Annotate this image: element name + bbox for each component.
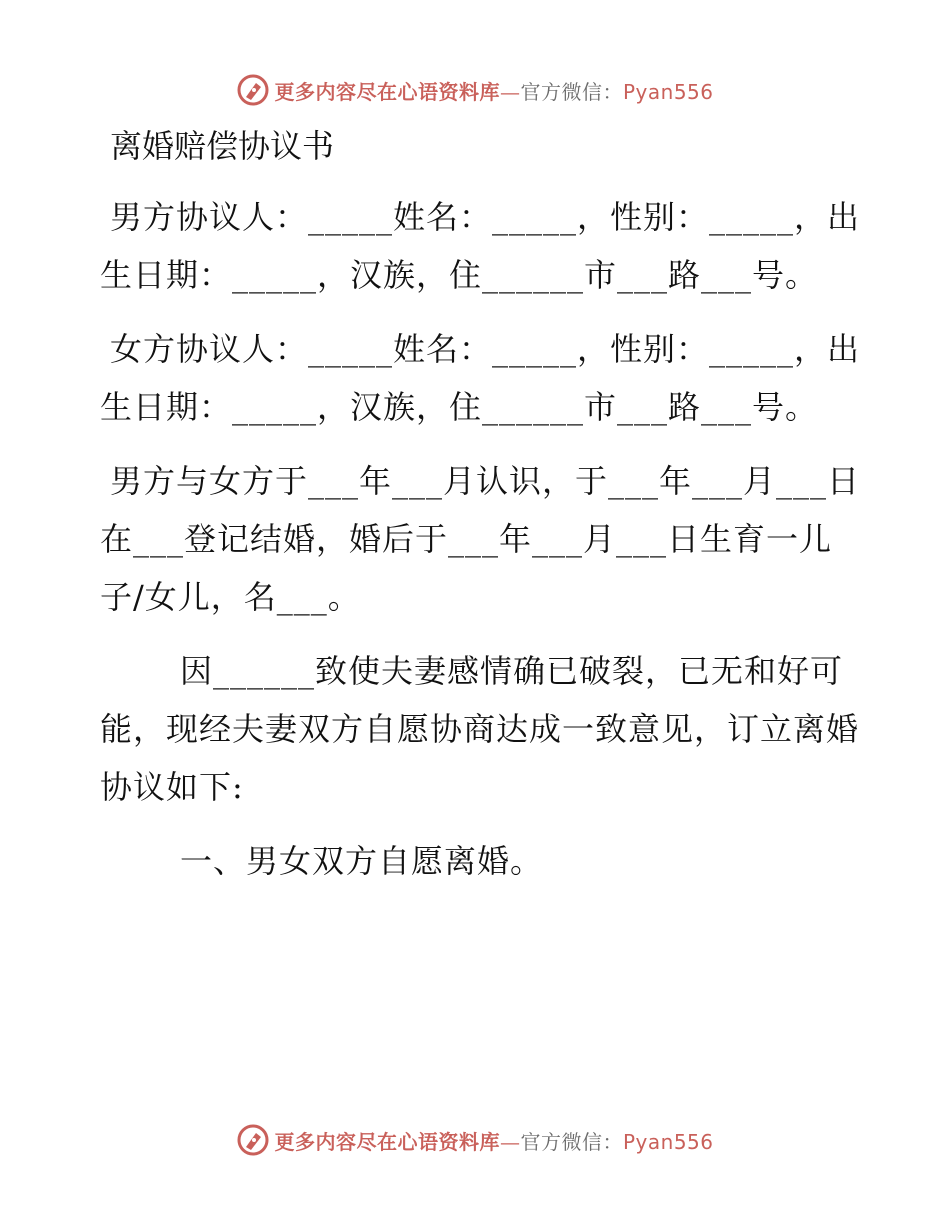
banner-promo-text: 更多内容尽在心语资料库 [274, 1129, 500, 1154]
paragraph-text: 女方协议人：_____姓名：_____，性别：_____，出生日期：_____，汉族，住______市___路___号。 [100, 330, 861, 426]
banner-dash: — [499, 1129, 521, 1154]
paragraph-text: 男方协议人：_____姓名：_____，性别：_____，出生日期：_____，汉族，住______市___路___号。 [100, 198, 861, 294]
pen-nib-logo-icon [236, 73, 270, 107]
banner-label: 官方微信： [520, 79, 623, 104]
banner-line [274, 76, 713, 105]
banner-line [274, 1126, 713, 1155]
paragraph-male-party [100, 188, 860, 304]
pen-nib-logo-icon [236, 1123, 270, 1157]
paragraph-text: 因______致使夫妻感情确已破裂，已无和好可能，现经夫妻双方自愿协商达成一致意见，订立离婚协议如下: [100, 652, 860, 806]
paragraph-text: 一、男女双方自愿离婚。 [180, 842, 544, 880]
document-body [100, 120, 860, 906]
banner-promo-text: 更多内容尽在心语资料库 [274, 79, 500, 104]
paragraph-marriage-info [100, 452, 860, 626]
banner-label: 官方微信： [520, 1129, 623, 1154]
footer-banner [0, 1120, 950, 1160]
paragraph-clause-one [100, 832, 860, 890]
paragraph-reason [100, 642, 860, 816]
header-banner [0, 70, 950, 110]
paragraph-female-party [100, 320, 860, 436]
paragraph-text: 男方与女方于___年___月认识，于___年___月___日在___登记结婚，婚后于___年___月___日生育一儿子/女儿，名___。 [100, 462, 861, 616]
banner-dash: — [499, 79, 521, 104]
banner-wechat-id: Pyan556 [622, 1129, 714, 1154]
document-title: 离婚赔偿协议书 [110, 127, 335, 165]
banner-wechat-id: Pyan556 [622, 79, 714, 104]
